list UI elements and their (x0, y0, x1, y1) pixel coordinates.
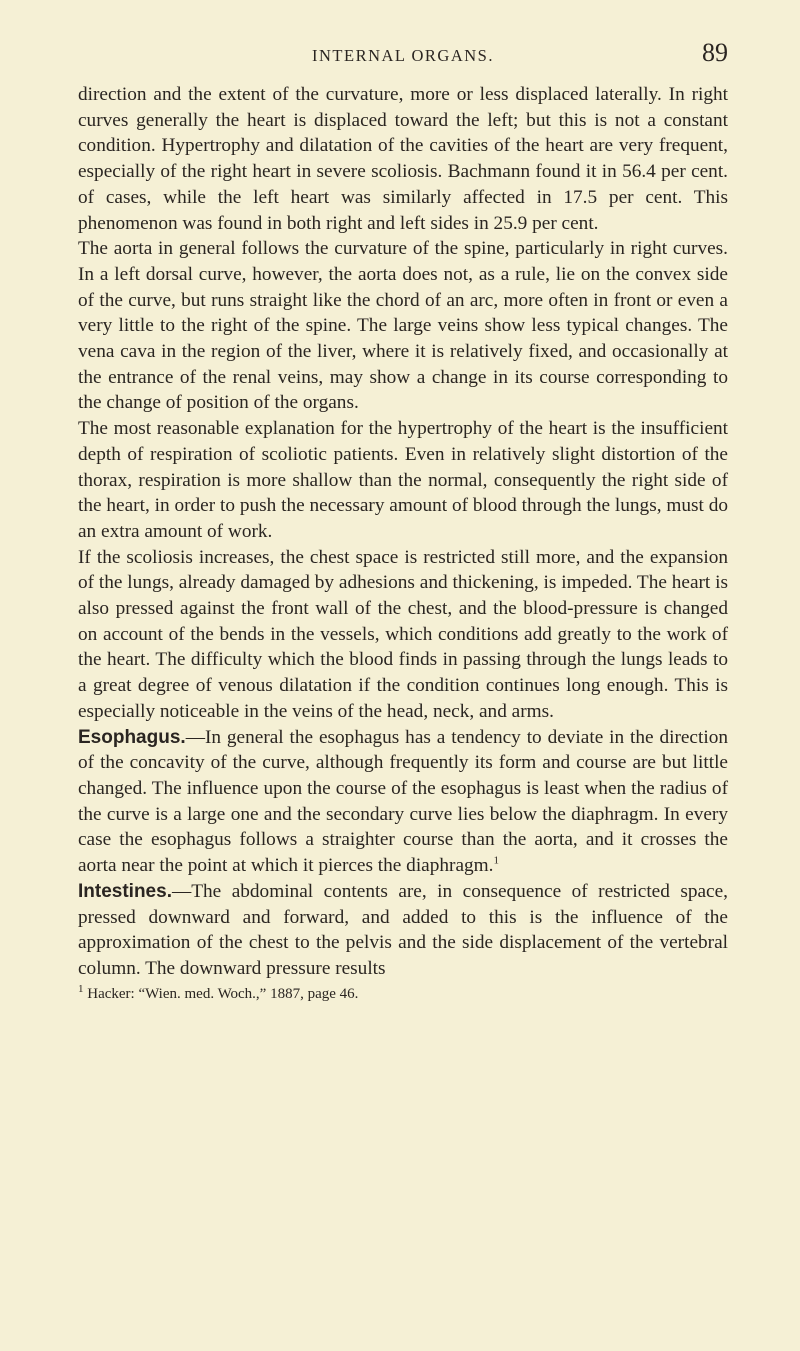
body-text (78, 82, 728, 1004)
paragraph-heart-displacement: direction and the extent of the curvature, more or less displaced laterally. In right curves generally the heart is displaced toward the left; but this is not a constant condition. Hypertrophy and dilatation of the cavities of the heart are very frequent, especially of the right heart in severe scoliosis. Bachmann found it in 56.4 per cent. of cases, while the left heart was similarly affected in 17.5 per cent. This phenomenon was found in both right and left sides in 25.9 per cent. (78, 84, 728, 234)
esophagus-heading: Esophagus. (78, 726, 186, 748)
footnote (78, 984, 728, 1004)
paragraph-esophagus (78, 725, 728, 879)
paragraph-hypertrophy-explanation: The most reasonable explanation for the hypertrophy of the heart is the insufficient depth of respiration of scoliotic patients. Even in relatively slight distortion of the thorax, respiration is more shallow than the normal, consequently the right side of the heart, in order to push the necessary amount of blood through the lungs, must do an extra amount of work. (78, 418, 728, 542)
intestines-heading: Intestines. (78, 880, 172, 902)
footnote-text: Hacker: “Wien. med. Woch.,” 1887, page 46. (83, 985, 359, 1002)
running-head: INTERNAL ORGANS. (312, 46, 494, 65)
paragraph-scoliosis-increase: If the scoliosis increases, the chest space is restricted still more, and the expansion of the lungs, already damaged by adhesions and thickening, is impeded. The heart is also pressed against the front wall of the chest, and the blood-pressure is changed on account of the bends in the vessels, which conditions add greatly to the work of the heart. The difficulty which the blood finds in passing through the lungs leads to a great degree of venous dilatation if the condition continues long enough. This is especially noticeable in the veins of the head, neck, and arms. (78, 546, 728, 722)
paragraph-aorta: The aorta in general follows the curvature of the spine, particularly in right curves. In a left dorsal curve, however, the aorta does not, as a rule, lie on the convex side of the curve, but runs straight like the chord of an arc, more often in front or even a very little to the right of the spine. The large veins show less typical changes. The vena cava in the region of the liver, where it is relatively fixed, and occasionally at the entrance of the renal veins, may show a change in its course corresponding to the change of position of the organs. (78, 238, 728, 414)
footnote-reference: 1 (493, 854, 499, 867)
page-header (78, 38, 728, 82)
paragraph-intestines (78, 879, 728, 982)
esophagus-text: —In general the esophagus has a tendency to deviate in the direction of the concavity of the curve, although frequently its form and course are but little changed. The influence upon the course of the esophagus is least when the radius of the curve is a large one and the secondary curve lies below the diaphragm. In every case the esophagus follows a straighter course than the aorta, and it crosses the aorta near the point at which it pierces the diaphragm. (78, 726, 728, 877)
footnote-marker: 1 (78, 982, 84, 995)
page-number: 89 (702, 38, 728, 67)
intestines-text: —The abdominal contents are, in consequence of restricted space, pressed downward and forward, and added to this is the influence of the approximation of the chest to the pelvis and the side displacement of the vertebral column. The downward pressure results (78, 880, 728, 979)
